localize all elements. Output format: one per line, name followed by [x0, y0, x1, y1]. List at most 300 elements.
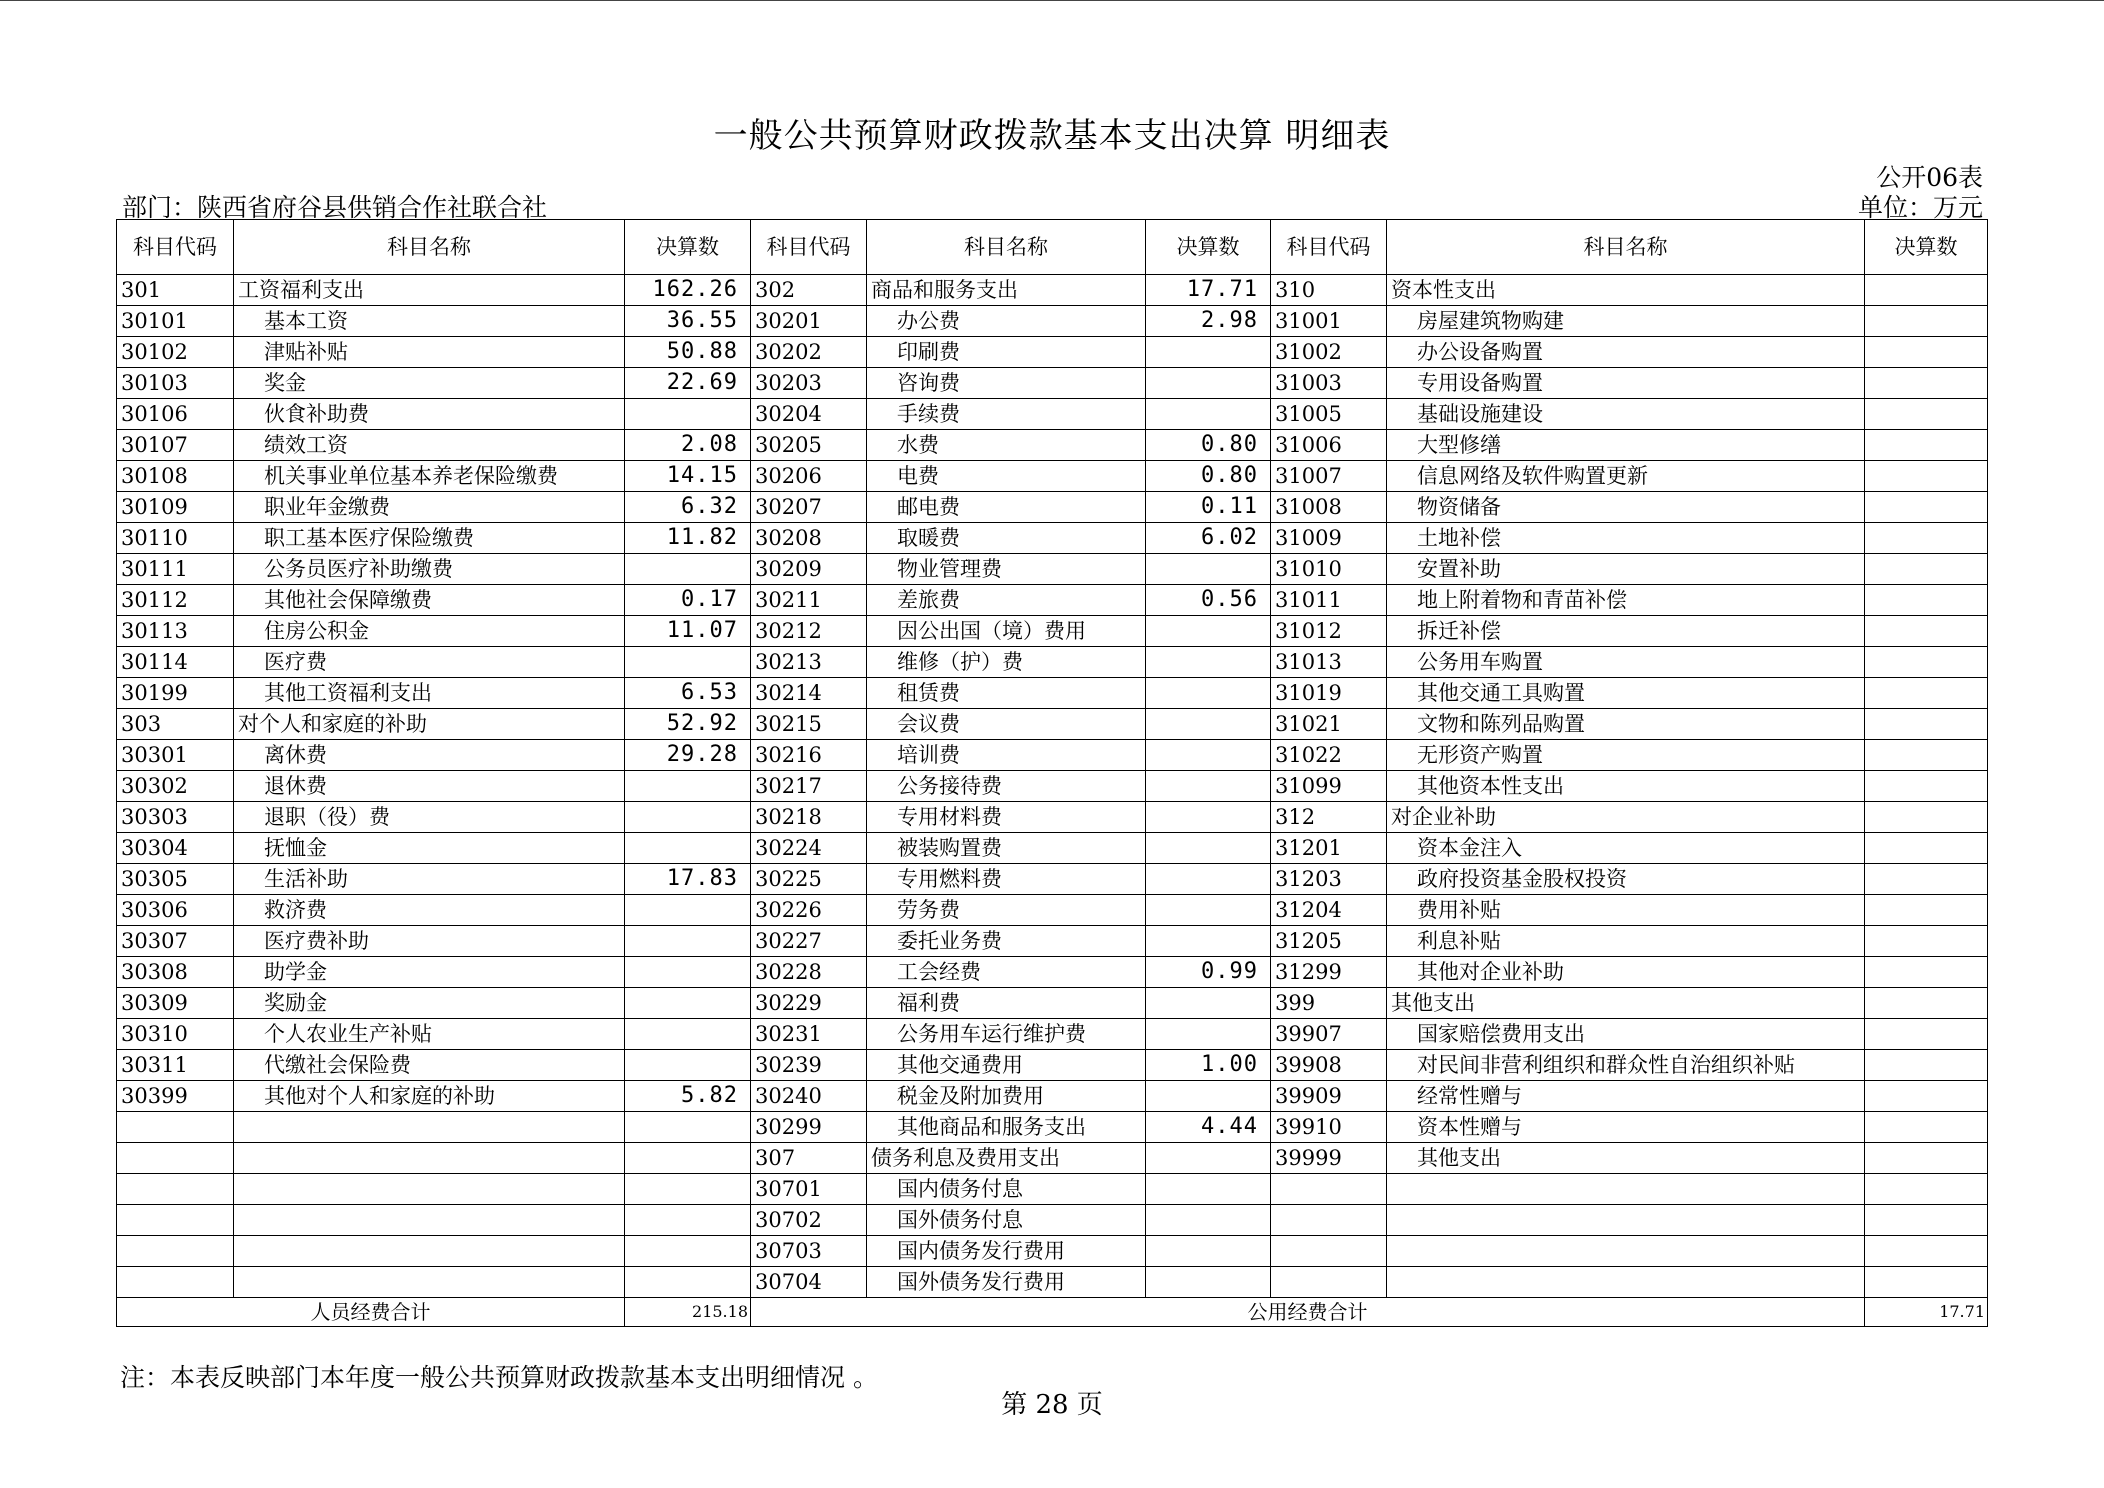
subject-code-cell: 31002	[1271, 337, 1387, 368]
final-amount-cell	[1146, 895, 1271, 926]
subject-code-cell: 31005	[1271, 399, 1387, 430]
subject-code-cell: 30110	[117, 523, 234, 554]
subject-code-cell: 30306	[117, 895, 234, 926]
subject-name-cell: 公务用车购置	[1387, 647, 1865, 678]
final-amount-cell	[1865, 368, 1988, 399]
subject-code-cell: 31022	[1271, 740, 1387, 771]
subject-name-cell: 医疗费补助	[234, 926, 625, 957]
subject-code-cell: 30201	[751, 306, 867, 337]
final-amount-cell	[1146, 399, 1271, 430]
table-row	[117, 864, 1988, 895]
table-row	[117, 368, 1988, 399]
subject-name-cell: 公务接待费	[867, 771, 1146, 802]
subject-code-cell	[1271, 1267, 1387, 1298]
subject-code-cell: 31007	[1271, 461, 1387, 492]
subject-name-cell: 商品和服务支出	[867, 275, 1146, 306]
final-amount-cell	[1865, 926, 1988, 957]
subject-code-cell: 303	[117, 709, 234, 740]
header-cell: 决算数	[625, 220, 751, 275]
subject-name-cell: 物业管理费	[867, 554, 1146, 585]
subject-code-cell: 30703	[751, 1236, 867, 1267]
subject-code-cell: 399	[1271, 988, 1387, 1019]
subject-name-cell: 国内债务付息	[867, 1174, 1146, 1205]
subject-code-cell: 30215	[751, 709, 867, 740]
subject-name-cell: 离休费	[234, 740, 625, 771]
table-row	[117, 1143, 1988, 1174]
public-total-value: 17.71	[1865, 1298, 1988, 1327]
subject-code-cell	[117, 1205, 234, 1236]
page-top-border	[0, 0, 2104, 1]
subject-code-cell: 31204	[1271, 895, 1387, 926]
subject-code-cell: 30704	[751, 1267, 867, 1298]
subject-code-cell: 31205	[1271, 926, 1387, 957]
subject-code-cell	[1271, 1174, 1387, 1205]
table-row	[117, 957, 1988, 988]
final-amount-cell	[625, 1019, 751, 1050]
final-amount-cell	[1865, 1205, 1988, 1236]
subject-name-cell: 资本金注入	[1387, 833, 1865, 864]
table-row	[117, 492, 1988, 523]
personnel-total-label: 人员经费合计	[117, 1298, 625, 1327]
subject-code-cell: 39909	[1271, 1081, 1387, 1112]
subject-name-cell: 生活补助	[234, 864, 625, 895]
table-row	[117, 430, 1988, 461]
subject-name-cell: 福利费	[867, 988, 1146, 1019]
subject-name-cell: 公务员医疗补助缴费	[234, 554, 625, 585]
final-amount-cell: 22.69	[625, 368, 751, 399]
department-label: 部门：陕西省府谷县供销合作社联合社	[122, 193, 548, 222]
final-amount-cell	[625, 1236, 751, 1267]
subject-name-cell: 职业年金缴费	[234, 492, 625, 523]
subject-code-cell: 30227	[751, 926, 867, 957]
subject-code-cell: 30225	[751, 864, 867, 895]
final-amount-cell	[1865, 1081, 1988, 1112]
table-row	[117, 399, 1988, 430]
subject-code-cell: 30303	[117, 802, 234, 833]
final-amount-cell	[1146, 1019, 1271, 1050]
final-amount-cell	[1865, 430, 1988, 461]
table-row	[117, 895, 1988, 926]
final-amount-cell	[1865, 616, 1988, 647]
table-row	[117, 988, 1988, 1019]
final-amount-cell	[1865, 802, 1988, 833]
subject-name-cell: 其他工资福利支出	[234, 678, 625, 709]
subject-code-cell: 30399	[117, 1081, 234, 1112]
subject-name-cell: 资本性支出	[1387, 275, 1865, 306]
subject-code-cell: 30226	[751, 895, 867, 926]
subject-code-cell: 30213	[751, 647, 867, 678]
final-amount-cell: 0.80	[1146, 461, 1271, 492]
subject-code-cell: 31203	[1271, 864, 1387, 895]
subject-name-cell: 利息补贴	[1387, 926, 1865, 957]
subject-name-cell: 税金及附加费用	[867, 1081, 1146, 1112]
subject-name-cell: 助学金	[234, 957, 625, 988]
subject-code-cell: 30217	[751, 771, 867, 802]
final-amount-cell	[1146, 926, 1271, 957]
final-amount-cell	[1146, 771, 1271, 802]
final-amount-cell: 50.88	[625, 337, 751, 368]
final-amount-cell	[1865, 399, 1988, 430]
page-number: 第 28 页	[1001, 1390, 1103, 1420]
final-amount-cell	[1865, 740, 1988, 771]
subject-code-cell: 30211	[751, 585, 867, 616]
subject-code-cell: 30231	[751, 1019, 867, 1050]
final-amount-cell	[1865, 1267, 1988, 1298]
unit-label: 单位：万元	[1857, 193, 1983, 222]
final-amount-cell	[625, 802, 751, 833]
subject-code-cell: 30103	[117, 368, 234, 399]
final-amount-cell: 6.32	[625, 492, 751, 523]
final-amount-cell: 1.00	[1146, 1050, 1271, 1081]
subject-code-cell: 30109	[117, 492, 234, 523]
final-amount-cell: 52.92	[625, 709, 751, 740]
final-amount-cell	[1865, 833, 1988, 864]
subject-name-cell: 其他商品和服务支出	[867, 1112, 1146, 1143]
final-amount-cell: 29.28	[625, 740, 751, 771]
subject-name-cell: 手续费	[867, 399, 1146, 430]
subject-code-cell: 30202	[751, 337, 867, 368]
final-amount-cell	[1146, 337, 1271, 368]
subject-name-cell: 印刷费	[867, 337, 1146, 368]
subject-code-cell: 312	[1271, 802, 1387, 833]
public-total-label: 公用经费合计	[751, 1298, 1865, 1327]
table-row	[117, 771, 1988, 802]
footnote: 注：本表反映部门本年度一般公共预算财政拨款基本支出明细情况 。	[120, 1363, 878, 1392]
final-amount-cell	[625, 1112, 751, 1143]
subject-name-cell: 专用设备购置	[1387, 368, 1865, 399]
subject-code-cell: 30208	[751, 523, 867, 554]
subject-code-cell: 30239	[751, 1050, 867, 1081]
header-cell: 科目代码	[751, 220, 867, 275]
subject-name-cell: 房屋建筑物购建	[1387, 306, 1865, 337]
subject-code-cell: 30107	[117, 430, 234, 461]
final-amount-cell	[1146, 709, 1271, 740]
subject-name-cell: 拆迁补偿	[1387, 616, 1865, 647]
final-amount-cell	[1865, 337, 1988, 368]
subject-name-cell: 资本性赠与	[1387, 1112, 1865, 1143]
subject-code-cell: 30304	[117, 833, 234, 864]
final-amount-cell	[1146, 833, 1271, 864]
subject-code-cell: 31299	[1271, 957, 1387, 988]
final-amount-cell	[625, 988, 751, 1019]
final-amount-cell	[1146, 647, 1271, 678]
subject-code-cell: 30302	[117, 771, 234, 802]
table-row	[117, 740, 1988, 771]
final-amount-cell	[1865, 1050, 1988, 1081]
header-cell: 科目名称	[234, 220, 625, 275]
final-amount-cell	[1865, 1143, 1988, 1174]
subject-code-cell: 31013	[1271, 647, 1387, 678]
final-amount-cell: 11.82	[625, 523, 751, 554]
subject-name-cell: 住房公积金	[234, 616, 625, 647]
subject-code-cell: 307	[751, 1143, 867, 1174]
final-amount-cell	[1865, 957, 1988, 988]
subject-name-cell: 其他对企业补助	[1387, 957, 1865, 988]
subject-code-cell: 39908	[1271, 1050, 1387, 1081]
table-row	[117, 616, 1988, 647]
subject-code-cell: 30203	[751, 368, 867, 399]
final-amount-cell	[1865, 1112, 1988, 1143]
subject-code-cell: 30307	[117, 926, 234, 957]
subject-name-cell: 费用补贴	[1387, 895, 1865, 926]
subject-code-cell: 30299	[751, 1112, 867, 1143]
page-title: 一般公共预算财政拨款基本支出决算 明细表	[713, 116, 1391, 156]
table-row	[117, 337, 1988, 368]
subject-name-cell	[234, 1236, 625, 1267]
subject-name-cell: 奖励金	[234, 988, 625, 1019]
final-amount-cell	[625, 833, 751, 864]
subject-code-cell: 31008	[1271, 492, 1387, 523]
subject-code-cell: 30102	[117, 337, 234, 368]
final-amount-cell: 2.98	[1146, 306, 1271, 337]
subject-code-cell: 30701	[751, 1174, 867, 1205]
table-row	[117, 523, 1988, 554]
final-amount-cell	[1865, 523, 1988, 554]
subject-code-cell: 39907	[1271, 1019, 1387, 1050]
subject-code-cell: 31099	[1271, 771, 1387, 802]
subject-name-cell: 公务用车运行维护费	[867, 1019, 1146, 1050]
final-amount-cell	[1865, 678, 1988, 709]
totals-row	[117, 1298, 1988, 1327]
subject-name-cell: 伙食补助费	[234, 399, 625, 430]
subject-name-cell: 绩效工资	[234, 430, 625, 461]
header-cell: 科目代码	[117, 220, 234, 275]
subject-code-cell: 30308	[117, 957, 234, 988]
final-amount-cell	[625, 1174, 751, 1205]
subject-name-cell: 其他支出	[1387, 988, 1865, 1019]
table-row	[117, 554, 1988, 585]
subject-name-cell: 机关事业单位基本养老保险缴费	[234, 461, 625, 492]
subject-code-cell: 30305	[117, 864, 234, 895]
subject-name-cell: 地上附着物和青苗补偿	[1387, 585, 1865, 616]
final-amount-cell	[1146, 554, 1271, 585]
subject-name-cell: 奖金	[234, 368, 625, 399]
final-amount-cell	[625, 554, 751, 585]
subject-name-cell: 对民间非营利组织和群众性自治组织补贴	[1387, 1050, 1865, 1081]
final-amount-cell	[1865, 1236, 1988, 1267]
table-row	[117, 1174, 1988, 1205]
subject-code-cell	[117, 1267, 234, 1298]
subject-name-cell	[1387, 1236, 1865, 1267]
table-header-row	[117, 220, 1988, 275]
subject-code-cell: 31011	[1271, 585, 1387, 616]
subject-name-cell: 专用燃料费	[867, 864, 1146, 895]
subject-code-cell: 30112	[117, 585, 234, 616]
subject-code-cell: 30218	[751, 802, 867, 833]
subject-name-cell	[1387, 1205, 1865, 1236]
final-amount-cell: 17.83	[625, 864, 751, 895]
subject-code-cell	[1271, 1236, 1387, 1267]
final-amount-cell: 0.17	[625, 585, 751, 616]
header-cell: 决算数	[1146, 220, 1271, 275]
subject-name-cell: 会议费	[867, 709, 1146, 740]
subject-code-cell: 30108	[117, 461, 234, 492]
personnel-total-value: 215.18	[625, 1298, 751, 1327]
subject-name-cell: 政府投资基金股权投资	[1387, 864, 1865, 895]
subject-name-cell: 职工基本医疗保险缴费	[234, 523, 625, 554]
final-amount-cell: 0.99	[1146, 957, 1271, 988]
header-cell: 决算数	[1865, 220, 1988, 275]
subject-name-cell	[1387, 1267, 1865, 1298]
final-amount-cell: 11.07	[625, 616, 751, 647]
subject-name-cell: 国内债务发行费用	[867, 1236, 1146, 1267]
subject-name-cell: 个人农业生产补贴	[234, 1019, 625, 1050]
subject-code-cell: 30113	[117, 616, 234, 647]
final-amount-cell: 0.80	[1146, 430, 1271, 461]
table-row	[117, 647, 1988, 678]
final-amount-cell	[1146, 988, 1271, 1019]
subject-code-cell: 310	[1271, 275, 1387, 306]
table-row	[117, 709, 1988, 740]
table-row	[117, 306, 1988, 337]
final-amount-cell	[625, 957, 751, 988]
subject-name-cell: 其他社会保障缴费	[234, 585, 625, 616]
final-amount-cell	[1865, 1019, 1988, 1050]
subject-code-cell: 30309	[117, 988, 234, 1019]
subject-name-cell: 抚恤金	[234, 833, 625, 864]
subject-code-cell: 31021	[1271, 709, 1387, 740]
final-amount-cell	[1865, 1174, 1988, 1205]
subject-name-cell: 大型修缮	[1387, 430, 1865, 461]
subject-code-cell: 31019	[1271, 678, 1387, 709]
final-amount-cell	[1865, 275, 1988, 306]
final-amount-cell	[1146, 1267, 1271, 1298]
subject-name-cell: 安置补助	[1387, 554, 1865, 585]
table-code: 公开06表	[1876, 163, 1983, 192]
subject-name-cell: 委托业务费	[867, 926, 1146, 957]
table-row	[117, 678, 1988, 709]
subject-name-cell: 因公出国（境）费用	[867, 616, 1146, 647]
subject-name-cell: 债务利息及费用支出	[867, 1143, 1146, 1174]
subject-name-cell: 经常性赠与	[1387, 1081, 1865, 1112]
subject-name-cell: 国外债务发行费用	[867, 1267, 1146, 1298]
subject-name-cell: 救济费	[234, 895, 625, 926]
final-amount-cell: 6.53	[625, 678, 751, 709]
final-amount-cell	[1146, 802, 1271, 833]
final-amount-cell	[1865, 771, 1988, 802]
subject-name-cell: 土地补偿	[1387, 523, 1865, 554]
final-amount-cell	[1865, 554, 1988, 585]
subject-code-cell: 30702	[751, 1205, 867, 1236]
subject-code-cell: 30224	[751, 833, 867, 864]
final-amount-cell: 5.82	[625, 1081, 751, 1112]
subject-name-cell: 办公费	[867, 306, 1146, 337]
subject-code-cell: 30214	[751, 678, 867, 709]
final-amount-cell	[1146, 1205, 1271, 1236]
subject-code-cell: 30206	[751, 461, 867, 492]
subject-name-cell: 物资储备	[1387, 492, 1865, 523]
subject-code-cell: 39910	[1271, 1112, 1387, 1143]
table-row	[117, 1267, 1988, 1298]
table-row	[117, 585, 1988, 616]
table-row	[117, 1019, 1988, 1050]
subject-name-cell: 医疗费	[234, 647, 625, 678]
final-amount-cell	[1865, 461, 1988, 492]
final-amount-cell	[625, 926, 751, 957]
final-amount-cell	[1146, 1143, 1271, 1174]
table-row	[117, 275, 1988, 306]
subject-code-cell	[117, 1174, 234, 1205]
subject-code-cell: 30212	[751, 616, 867, 647]
table-row	[117, 833, 1988, 864]
subject-name-cell: 其他支出	[1387, 1143, 1865, 1174]
subject-name-cell: 国家赔偿费用支出	[1387, 1019, 1865, 1050]
subject-name-cell: 办公设备购置	[1387, 337, 1865, 368]
final-amount-cell: 4.44	[1146, 1112, 1271, 1143]
final-amount-cell: 2.08	[625, 430, 751, 461]
subject-name-cell: 津贴补贴	[234, 337, 625, 368]
subject-name-cell: 电费	[867, 461, 1146, 492]
subject-code-cell: 30114	[117, 647, 234, 678]
subject-name-cell: 其他对个人和家庭的补助	[234, 1081, 625, 1112]
final-amount-cell	[1865, 306, 1988, 337]
final-amount-cell	[1146, 616, 1271, 647]
final-amount-cell	[625, 895, 751, 926]
subject-name-cell: 专用材料费	[867, 802, 1146, 833]
subject-name-cell: 水费	[867, 430, 1146, 461]
final-amount-cell	[625, 647, 751, 678]
final-amount-cell: 17.71	[1146, 275, 1271, 306]
final-amount-cell	[1146, 1081, 1271, 1112]
final-amount-cell	[625, 1267, 751, 1298]
subject-name-cell: 工资福利支出	[234, 275, 625, 306]
subject-code-cell	[117, 1112, 234, 1143]
subject-name-cell: 差旅费	[867, 585, 1146, 616]
subject-name-cell: 租赁费	[867, 678, 1146, 709]
final-amount-cell	[1865, 895, 1988, 926]
table-row	[117, 1112, 1988, 1143]
final-amount-cell	[1865, 988, 1988, 1019]
final-amount-cell: 14.15	[625, 461, 751, 492]
final-amount-cell	[625, 1143, 751, 1174]
subject-name-cell: 退职（役）费	[234, 802, 625, 833]
final-amount-cell: 36.55	[625, 306, 751, 337]
subject-code-cell: 30205	[751, 430, 867, 461]
subject-name-cell: 其他资本性支出	[1387, 771, 1865, 802]
subject-code-cell: 30311	[117, 1050, 234, 1081]
header-cell: 科目名称	[1387, 220, 1865, 275]
table-row	[117, 461, 1988, 492]
final-amount-cell	[1146, 678, 1271, 709]
subject-code-cell: 31001	[1271, 306, 1387, 337]
header-cell: 科目代码	[1271, 220, 1387, 275]
final-amount-cell	[625, 399, 751, 430]
final-amount-cell: 0.56	[1146, 585, 1271, 616]
final-amount-cell	[1865, 864, 1988, 895]
final-amount-cell: 162.26	[625, 275, 751, 306]
subject-name-cell: 劳务费	[867, 895, 1146, 926]
subject-name-cell	[234, 1143, 625, 1174]
final-amount-cell: 0.11	[1146, 492, 1271, 523]
subject-name-cell: 邮电费	[867, 492, 1146, 523]
final-amount-cell	[625, 1205, 751, 1236]
subject-code-cell: 30204	[751, 399, 867, 430]
subject-code-cell: 30240	[751, 1081, 867, 1112]
subject-name-cell: 被装购置费	[867, 833, 1146, 864]
subject-name-cell: 取暖费	[867, 523, 1146, 554]
subject-name-cell: 其他交通费用	[867, 1050, 1146, 1081]
subject-name-cell	[234, 1112, 625, 1143]
subject-name-cell: 基本工资	[234, 306, 625, 337]
subject-code-cell	[117, 1236, 234, 1267]
subject-name-cell: 维修（护）费	[867, 647, 1146, 678]
final-amount-cell	[1865, 585, 1988, 616]
final-amount-cell	[1865, 492, 1988, 523]
subject-name-cell: 培训费	[867, 740, 1146, 771]
subject-code-cell: 30111	[117, 554, 234, 585]
subject-code-cell: 30229	[751, 988, 867, 1019]
final-amount-cell	[1146, 740, 1271, 771]
